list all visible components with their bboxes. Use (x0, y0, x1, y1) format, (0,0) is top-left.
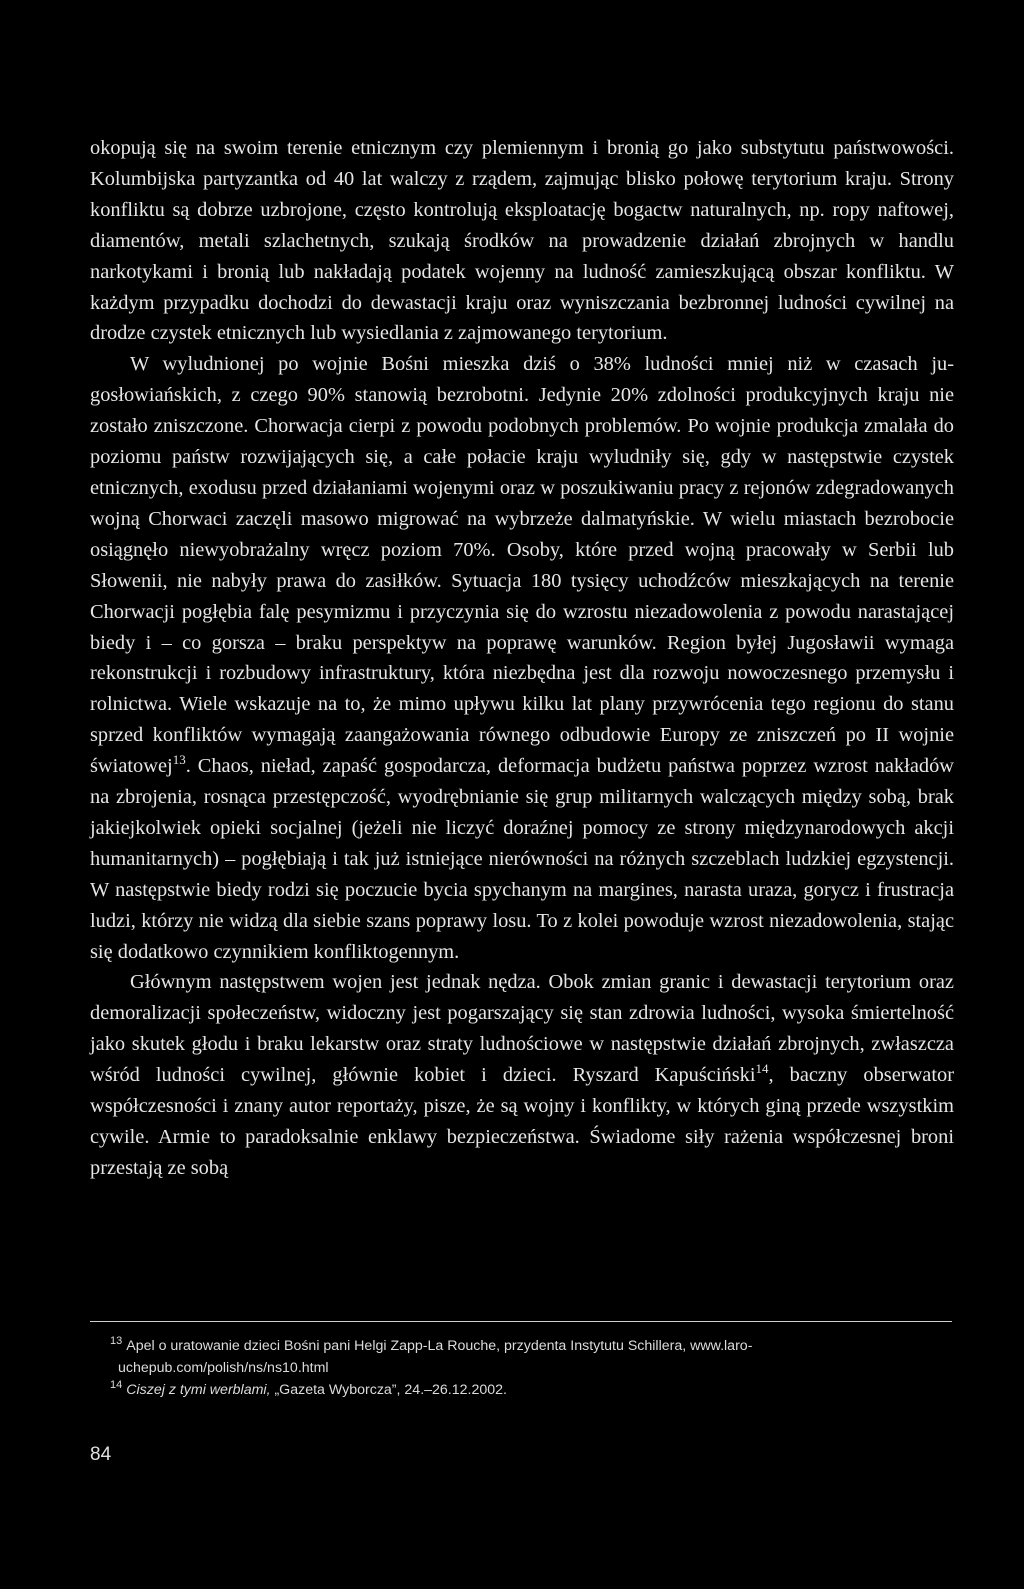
footnote-text: „Gazeta Wyborcza”, 24.–26.12.2002. (270, 1382, 507, 1398)
body-text (90, 133, 954, 1184)
footnote-text: Apel o uratowanie dzieci Bośni pani Helgi Zapp-La Rouche, przydenta Instytutu Schillera, www.larouchepub.com/polish/ns/ns10.html (118, 1338, 753, 1376)
paragraph-3-text-a: Głównym następstwem wojen jest jednak nędza. Obok zmian granic i dewastacji terytorium oraz demoralizacji społeczeństw, widoczny jest pogarszający się stan zdrowia ludności, wysoka śmiertelność jako skutek głodu i braku lekarstw oraz straty ludnościowe w następstwie działań zbrojnych, zwłaszcza wśród ludności cywilnej, głównie kobiet i dzieci. Ryszard Kapuściński (90, 971, 954, 1087)
paragraph-1-text: okopują się na swoim terenie etnicznym czy plemiennym i bronią go jako substytutu państwowości. Kolumbijska partyzantka od 40 lat walczy z rządem, zajmując blisko połowę terytorium kraju. Strony konfliktu są dobrze uzbrojone, często kontrolują eksploatację bogactw naturalnych, np. ropy naftowej, diamentów, metali szlachetnych, szukają środków na prowadzenie działań zbrojnych w handlu narkotykami i bronią lub nakładają podatek wojenny na ludność zamieszkującą obszar konfliktu. W każdym przypadku dochodzi do dewastacji kraju oraz wyniszczania bezbronnej ludności cywilnej na drodze czystek etnicznych lub wysiedlania z zajmowanego terytorium. (90, 137, 954, 345)
footnote-ref-13[interactable]: 13 (172, 752, 186, 768)
page-number: 84 (90, 1444, 112, 1465)
footnote-divider (90, 1321, 952, 1322)
footnotes (90, 1335, 952, 1401)
footnote-14: 14 Ciszej z tymi werblami, „Gazeta Wyborcza”, 24.–26.12.2002. (110, 1379, 507, 1398)
paragraph-2 (90, 349, 954, 967)
paragraph-1 (90, 133, 954, 349)
paragraph-2-text-b: . Chaos, nieład, zapaść gospodarcza, deformacja budżetu państwa poprzez wzrost nakładów na zbrojenia, rosnąca przestępczość, wyodrębnianie się grup militarnych walczących między sobą, brak jakiejkolwiek opieki socjalnej (jeżeli nie liczyć doraźnej pomocy ze strony międzynarodowych akcji humanitarnych) – pogłębiają i tak już istniejące nierówności na różnych szczeblach ludzkiej egzystencji. W następstwie biedy rodzi się poczucie bycia spychanym na margines, narasta uraza, gorycz i frustracja ludzi, którzy nie widzą dla siebie szans poprawy losu. To z kolei powoduje wzrost niezadowolenia, stając się dodatkowo czynnikiem konfliktogennym. (90, 755, 954, 963)
paragraph-2-text-a: W wyludnionej po wojnie Bośni mieszka dziś o 38% ludności mniej niż w czasach jugosłowiańskich, z czego 90% stanowią bezrobotni. Jedynie 20% zdolności produkcyjnych kraju nie zostało zniszczone. Chorwacja cierpi z powodu podobnych problemów. Po wojnie produkcja zmalała do poziomu państw rozwijających się, a całe połacie kraju wyludniły się, gdy w następstwie czystek etnicznych, exodusu przed działaniami wojenymi oraz w poszukiwaniu pracy z rejonów zdegradowanych wojną Chorwaci zaczęli masowo migrować na wybrzeże dalmatyńskie. W wielu miastach bezrobocie osiągnęło niewyobrażalny wręcz poziom 70%. Osoby, które przed wojną pracowały w Serbii lub Słowenii, nie nabyły prawa do zasiłków. Sytuacja 180 tysięcy uchodźców mieszkających na terenie Chorwacji pogłębia falę pesymizmu i przyczynia się do wzrostu niezadowolenia z powodu narastającej biedy i – co gorsza – braku perspektyw na poprawę warunków. Region byłej Jugosławii wymaga rekonstrukcji i rozbudowy infrastruktury, która niezbędna jest dla rozwoju nowoczesnego przemysłu i rolnictwa. Wiele wskazuje na to, że mimo upływu kilku lat plany przywrócenia tego regionu do stanu sprzed konfliktów wymagają zaangażowania równego odbudowie Europy ze zniszczeń po II wojnie światowej (90, 353, 954, 778)
footnote-ref-14[interactable]: 14 (755, 1061, 769, 1077)
footnote-13: 13 Apel o uratowanie dzieci Bośni pani Helgi Zapp-La Rouche, przydenta Instytutu Schillera, www.larouchepub.com/polish/ns/ns10.html (110, 1335, 753, 1376)
footnote-title: Ciszej z tymi werblami, (126, 1382, 271, 1398)
paragraph-3 (90, 967, 954, 1183)
paragraph-3-text-b: , baczny obserwator współczesności i znany autor reportaży, pisze, że są wojny i konflikty, w których giną przede wszystkim cywile. Armie to paradoksalnie enklawy bezpieczeństwa. Świadome siły rażenia współczesnej broni przestają ze sobą (90, 1064, 955, 1179)
